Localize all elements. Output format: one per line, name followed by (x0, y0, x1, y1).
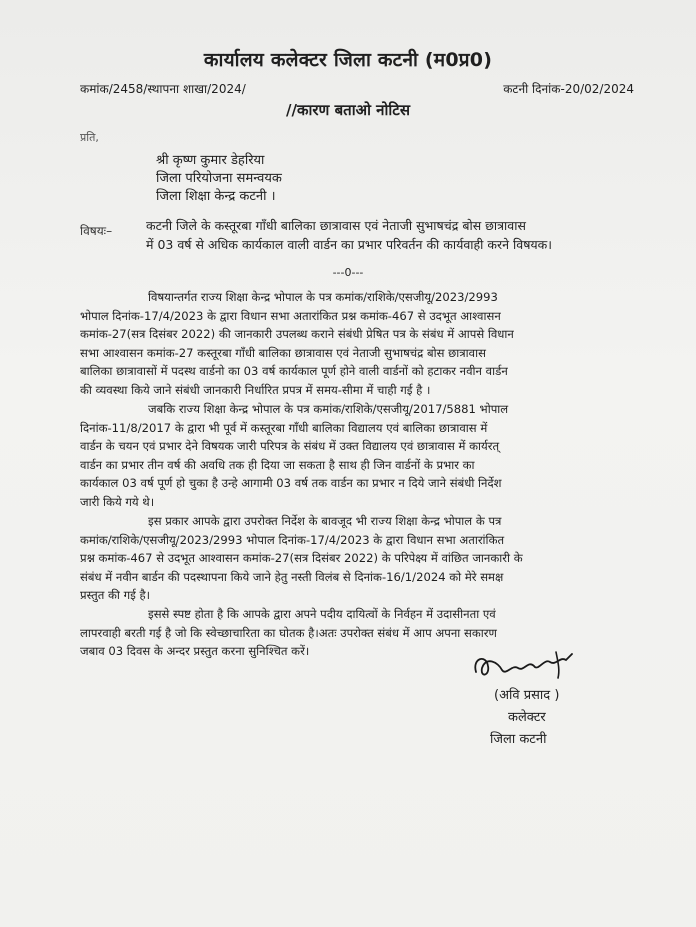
recipient-label: प्रति, (80, 131, 99, 144)
paragraph-line: जबकि राज्य शिक्षा केन्द्र भोपाल के पत्र कमांक/राशिके/एसजीयू/2017/5881 भोपाल (148, 402, 509, 416)
body-paragraph-1 (80, 288, 680, 400)
body-paragraph-2 (80, 400, 680, 512)
paragraph-line: लापरवाही बरती गई है जो कि स्वेच्छाचारिता का घोतक है।अतः उपरोक्त संबंध में आप अपना सकारण (80, 625, 497, 640)
body-paragraph-4 (80, 605, 680, 661)
subject-line-1: कटनी जिले के कस्तूरबा गाँधी बालिका छात्रावास एवं नेताजी सुभाषचंद्र बोस छात्रावास (146, 218, 526, 233)
handwritten-signature (468, 648, 578, 684)
separator: ---0--- (332, 266, 364, 279)
signatory-district: जिला कटनी (490, 732, 547, 747)
body-paragraph-3 (80, 512, 680, 605)
recipient-designation: जिला परियोजना समन्वयक (156, 171, 282, 186)
paragraph-line: कमांक/राशिके/एसजीयू/2023/2993 भोपाल दिनांक-17/4/2023 के द्वारा विधान सभा अतारांकित (80, 532, 505, 547)
notice-title: //कारण बताओ नोटिस (286, 101, 410, 119)
paragraph-line: भोपाल दिनांक-17/4/2023 के द्वारा विधान सभा अतारांकित प्रश्न कमांक-467 से उदभूत आश्वासन (80, 308, 501, 323)
recipient-name: श्री कृष्ण कुमार डेहरिया (156, 153, 265, 168)
subject-line-2: में 03 वर्ष से अधिक कार्यकाल वाली वार्डन का प्रभार परिवर्तन की कार्यवाही करने विषयक। (146, 237, 553, 252)
paragraph-line: प्रश्न कमांक-467 से उदभूत आश्वासन कमांक-27(सत्र दिसंबर 2022) के परिपेक्ष्य में वांछित जानकारी के (80, 551, 523, 566)
paragraph-line: इससे स्पष्ट होता है कि आपके द्वारा अपने पदीय दायित्वों के निर्वहन में उदासीनता एवं (148, 607, 496, 621)
paragraph-line: इस प्रकार आपके द्वारा उपरोक्त निर्देश के बावजूद भी राज्य शिक्षा केन्द्र भोपाल के पत्र (148, 514, 502, 528)
signatory-name: (अवि प्रसाद ) (494, 688, 560, 703)
paragraph-line: कमांक-27(सत्र दिसंबर 2022) की जानकारी उपलब्ध कराने संबंधी प्रेषित पत्र के संबंध में आपसे विधान (80, 327, 514, 342)
paragraph-line: दिनांक-11/8/2017 के द्वारा भी पूर्व में कस्तूरबा गाँधी बालिका विद्यालय एवं बालिका छात्रावास में (80, 420, 488, 435)
paragraph-line: कार्यकाल 03 वर्ष पूर्ण हो चुका है उन्हे आगामी 03 वर्ष तक वार्डन का प्रभार न दिये जाने संबंधी निर्देश (80, 476, 502, 491)
reference-number: कमांक/2458/स्थापना शाखा/2024/ (80, 82, 246, 96)
office-title: कार्यालय कलेक्टर जिला कटनी (म0प्र0) (203, 49, 493, 71)
paragraph-line: सभा आश्वासन कमांक-27 कस्तूरबा गाँधी बालिका छात्रावास एवं नेताजी सुभाषचंद्र बोस छात्रावास (80, 345, 486, 360)
paragraph-line: बालिका छात्रावासों में पदस्थ वार्डनो का 03 वर्ष कार्यकाल पूर्ण होने वाली वार्डनों को हटाकर नवीन वार्डन (80, 364, 508, 379)
subject-label: विषयः– (80, 224, 113, 238)
paragraph-line: जारी किये गये थे। (80, 494, 155, 509)
paragraph-line: संबंध में नवीन बार्डन की पदस्थापना किये जाने हेतु नस्ती विलंब से दिनांक-16/1/2024 को मेरे समक्ष (80, 569, 504, 584)
recipient-office: जिला शिक्षा केन्द्र कटनी । (156, 189, 276, 204)
paragraph-line: वार्डन के चयन एवं प्रभार देने विषयक जारी परिपत्र के संबंध में उक्त विद्यालय एवं छात्रावास में कार्यरत् (80, 439, 500, 454)
paragraph-line: विषयान्तर्गत राज्य शिक्षा केन्द्र भोपाल के पत्र कमांक/राशिके/एसजीयू/2023/2993 (148, 290, 498, 304)
paragraph-line: प्रस्तुत की गई है। (80, 588, 151, 603)
paragraph-line: जबाव 03 दिवस के अन्दर प्रस्तुत करना सुनिश्चित करें। (80, 644, 310, 659)
reference-date: कटनी दिनांक-20/02/2024 (503, 82, 634, 96)
signatory-designation: कलेक्टर (508, 710, 546, 725)
paragraph-line: की व्यवस्था किये जाने संबंधी जानकारी निर्धारित प्रपत्र में समय-सीमा में चाही गई है । (80, 382, 431, 397)
paragraph-line: वार्डन का प्रभार तीन वर्ष की अवधि तक ही दिया जा सकता है साथ ही जिन वार्डनों के प्रभार का (80, 457, 475, 472)
